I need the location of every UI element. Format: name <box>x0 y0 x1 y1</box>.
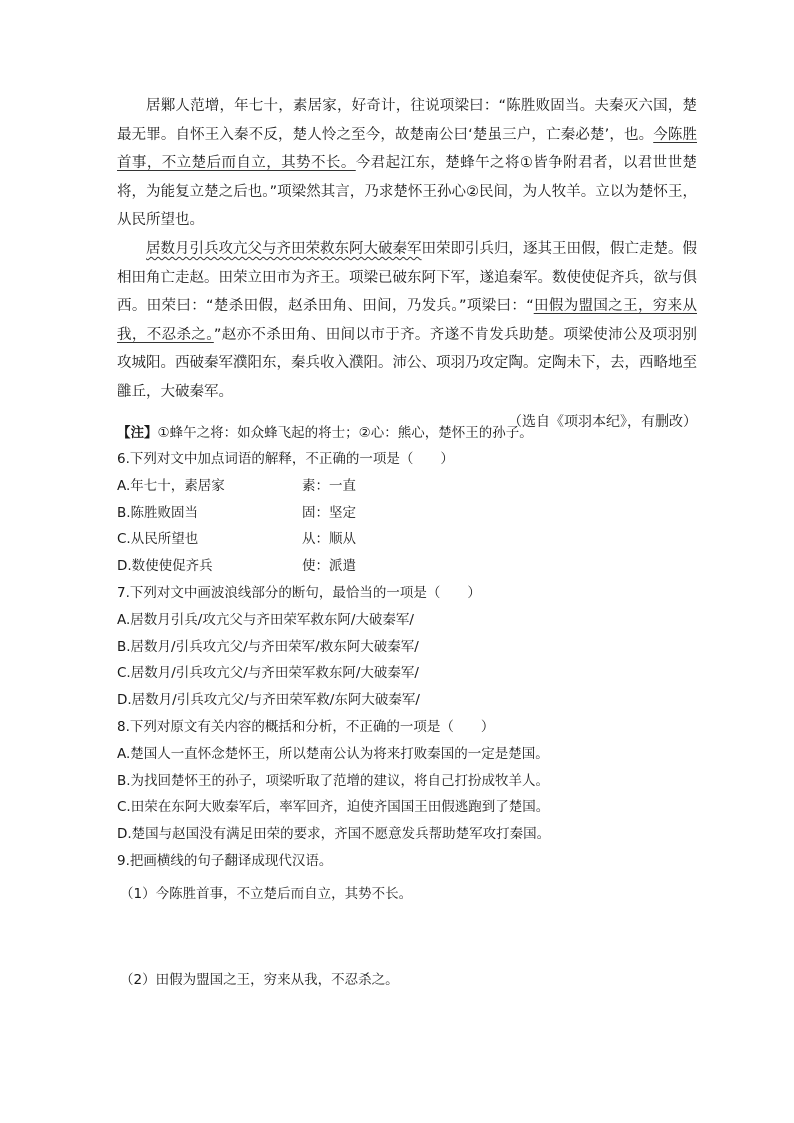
question-6-stem: 6.下列对文中加点词语的解释，不正确的一项是（ ） <box>117 451 454 467</box>
passage-text: ”赵亦不杀田角、田间以市于齐。齐遂不肯发兵助楚。项梁使沛公及项羽别攻城阳。西破秦军濮阳东，秦兵收入濮阳。沛公、项羽乃攻定陶。定陶未下，去，西略地至雝丘，大破秦军。 <box>117 326 698 400</box>
passage-text: 今君起江东，楚蜂午之将①皆争附君者，以君世世楚将，为能复立楚之后也。”项梁然其言，乃求楚怀王孙心②民间，为人牧羊。立以为楚怀王，从民所望也。 <box>117 155 698 229</box>
note-label: 【注】 <box>117 425 158 441</box>
question-8-option: D.楚国与赵国没有满足田荣的要求，齐国不愿意发兵帮助楚军攻打秦国。 <box>117 826 551 843</box>
question-8-option: B.为找回楚怀王的孙子，项梁听取了范增的建议，将自己打扮成牧羊人。 <box>117 772 550 789</box>
question-6-option: C.从民所望也 从：顺从 <box>117 531 356 548</box>
question-6-option: D.数使使促齐兵 使：派遣 <box>117 558 356 575</box>
question-7-option: A.居数月引兵/攻亢父与齐田荣军救东阿/大破秦军/ <box>117 611 414 628</box>
passage-paragraph-1 <box>117 92 697 235</box>
passage-text: 居鄛人范增，年七十，素居家，好奇计，往说项梁曰：“陈胜败固当。夫秦灭六国，楚最无罪。自怀王入秦不反，楚人怜之至今，故楚南公曰‘楚虽三户，亡秦必楚’，也。 <box>117 98 697 143</box>
source-citation: （选自《项羽本纪》，有删改） <box>508 413 697 430</box>
note-text: ①蜂午之将：如众蜂飞起的将士；②心：熊心，楚怀王的孙子。 <box>157 425 533 441</box>
passage-text: 田荣即引兵归，逐其王田假，假亡走楚。假相田角亡走赵。田荣立田市为齐王。项梁已破东阿下军，遂追秦军。数使使促齐兵，欲与俱西。田荣曰：“楚杀田假，赵杀田角、田间，乃发兵。”项梁曰：“ <box>117 240 697 315</box>
question-8-stem: 8.下列对原文有关内容的概括和分析，不正确的一项是（ ） <box>117 718 495 735</box>
question-6-option: A.年七十，素居家 素：一直 <box>117 477 356 494</box>
wavy-underlined-text: 居数月引兵攻亢父与齐田荣救东阿大破秦军 <box>146 240 422 257</box>
question-7-option: B.居数月/引兵攻亢父/与齐田荣军/救东阿大破秦军/ <box>117 638 419 655</box>
passage-paragraph-2 <box>117 235 697 407</box>
underlined-sentence-1: 今陈胜首事，不立楚后而自立，其势不长。 <box>117 126 697 172</box>
question-7-option: D.居数月/引兵攻亢父/与齐田荣军救/东阿大破秦军/ <box>117 692 420 709</box>
underlined-sentence-2: 田假为盟国之王，穷来从我，不忍杀之。 <box>117 298 697 343</box>
translation-item-1: （1）今陈胜首事，不立楚后而自立，其势不长。 <box>120 886 413 902</box>
question-7-option: C.居数月/引兵攻亢父/与齐田荣军救东阿/大破秦军/ <box>117 665 419 682</box>
question-8-option: C.田荣在东阿大败秦军后，率军回齐，迫使齐国国王田假逃跑到了楚国。 <box>117 799 550 816</box>
question-6-option: B.陈胜败固当 固：坚定 <box>117 504 356 521</box>
annotation-note <box>117 421 533 445</box>
questions <box>117 446 717 875</box>
question-9-stem: 9.把画横线的句子翻译成现代汉语。 <box>117 852 333 869</box>
passage <box>117 92 697 435</box>
question-8-option: A.楚国人一直怀念楚怀王，所以楚南公认为将来打败秦国的一定是楚国。 <box>117 745 549 762</box>
question-7-stem: 7.下列对文中画波浪线部分的断句，最恰当的一项是（ ） <box>117 584 481 601</box>
translation-item-2: （2）田假为盟国之王，穷来从我，不忍杀之。 <box>120 972 399 988</box>
